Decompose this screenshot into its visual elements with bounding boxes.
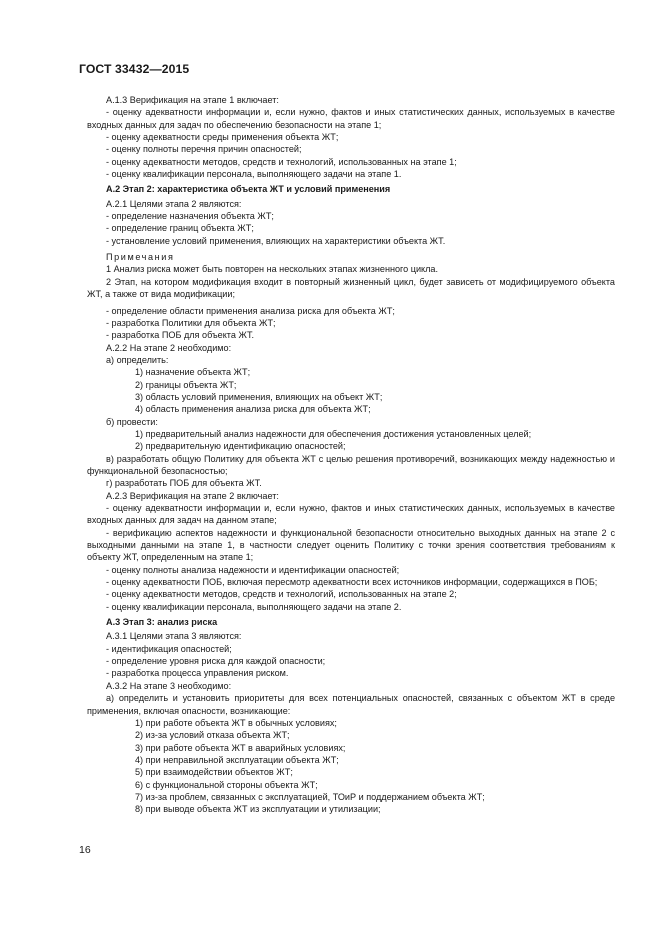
list-item: 7) из-за проблем, связанных с эксплуатацией, ТОиР и поддержанием объекта ЖТ; xyxy=(135,791,485,802)
paragraph: - разработка Политики для объекта ЖТ; xyxy=(106,317,276,328)
list-item: 1) предварительный анализ надежности для обеспечения достижения установленных целей; xyxy=(135,428,532,439)
list-item: 3) при работе объекта ЖТ в аварийных условиях; xyxy=(135,742,346,753)
paragraph: - оценку квалификации персонала, выполняющего задачи на этапе 1. xyxy=(106,169,402,180)
section-heading: А.2 Этап 2: характеристика объекта ЖТ и условий применения xyxy=(106,184,391,195)
list-item: а) определить и установить приоритеты для всех потенциальных опасностей, связанных с объектом ЖТ в среде применения, включая опасности, возникающие: xyxy=(87,693,615,716)
paragraph: - разработка ПОБ для объекта ЖТ. xyxy=(106,330,255,341)
list-item: 5) при взаимодействии объектов ЖТ; xyxy=(135,767,293,778)
paragraph: А.2.2 На этапе 2 необходимо: xyxy=(106,342,232,353)
list-item: 2) из-за условий отказа объекта ЖТ; xyxy=(135,730,290,741)
paragraph: - оценку адекватности среды применения объекта ЖТ; xyxy=(106,132,339,143)
paragraph: - идентификация опасностей; xyxy=(106,643,232,654)
paragraph: - оценку полноты анализа надежности и идентификации опасностей; xyxy=(106,564,400,575)
paragraph: - разработка процесса управления риском. xyxy=(106,668,289,679)
list-item: а) определить: xyxy=(106,354,169,365)
list-item: 6) с функциональной стороны объекта ЖТ; xyxy=(135,779,318,790)
page-body xyxy=(87,94,615,816)
paragraph: - определение границ объекта ЖТ; xyxy=(106,223,254,234)
list-item: 4) при неправильной эксплуатации объекта ЖТ; xyxy=(135,754,339,765)
notes-heading: Примечания xyxy=(106,252,175,263)
paragraph: - оценку адекватности информации и, если нужно, фактов и иных статистических данных, используемых в качестве входных данных для задач на данном этапе; xyxy=(87,503,615,526)
paragraph: А.3.2 На этапе 3 необходимо: xyxy=(106,680,232,691)
paragraph: - оценку адекватности методов, средств и технологий, использованных на этапе 1; xyxy=(106,156,457,167)
paragraph: А.1.3 Верификация на этапе 1 включает: xyxy=(106,95,279,105)
note: 2 Этап, на котором модификация входит в повторный жизненный цикл, будет зависеть от модифицируемого объекта ЖТ, а также от вида модификации; xyxy=(87,276,615,300)
paragraph: - установление условий применения, влияющих на характеристики объекта ЖТ. xyxy=(106,235,446,246)
paragraph: - определение уровня риска для каждой опасности; xyxy=(106,656,326,667)
list-item: 1) при работе объекта ЖТ в обычных условиях; xyxy=(135,717,337,728)
note: 1 Анализ риска может быть повторен на нескольких этапах жизненного цикла. xyxy=(106,264,439,275)
paragraph: - оценку квалификации персонала, выполняющего задачи на этапе 2. xyxy=(106,601,402,612)
paragraph: А.3.1 Целями этапа 3 являются: xyxy=(106,631,242,642)
list-item: г) разработать ПОБ для объекта ЖТ. xyxy=(106,478,262,489)
paragraph: А.2.1 Целями этапа 2 являются: xyxy=(106,198,242,209)
list-item: 3) область условий применения, влияющих на объект ЖТ; xyxy=(135,391,383,402)
paragraph: - оценку адекватности информации и, если нужно, фактов и иных статистических данных, используемых в качестве входных данных для задач по обеспечению безопасности на этапе 1; xyxy=(87,107,615,130)
paragraph: - определение назначения объекта ЖТ; xyxy=(106,211,274,222)
paragraph: - оценку полноты перечня причин опасностей; xyxy=(106,144,302,155)
list-item: 1) назначение объекта ЖТ; xyxy=(135,367,251,378)
document-code: ГОСТ 33432—2015 xyxy=(79,62,190,76)
paragraph: - верификацию аспектов надежности и функциональной безопасности относительно выходных данных на этапе 2 с выходными данными на этапе 1, в частности следует оценить Политику с точки зрения соответствия требованиям к объекту ЖТ, определенным на этапе 1; xyxy=(87,527,615,563)
page-number: 16 xyxy=(79,844,91,856)
paragraph: - определение области применения анализа риска для объекта ЖТ; xyxy=(106,305,395,316)
paragraph: - оценку адекватности ПОБ, включая пересмотр адекватности всех источников информации, содержащихся в ПОБ; xyxy=(106,577,598,588)
list-item: в) разработать общую Политику для объекта ЖТ с целью решения противоречий, возникающих между надежностью и функциональной безопасностью; xyxy=(87,453,615,476)
section-heading: А.3 Этап 3: анализ риска xyxy=(106,617,218,628)
list-item: 2) границы объекта ЖТ; xyxy=(135,379,237,390)
list-item: 4) область применения анализа риска для объекта ЖТ; xyxy=(135,404,371,415)
paragraph: А.2.3 Верификация на этапе 2 включает: xyxy=(106,490,279,501)
paragraph: - оценку адекватности методов, средств и технологий, использованных на этапе 2; xyxy=(106,589,457,600)
list-item: 2) предварительную идентификацию опасностей; xyxy=(135,441,346,452)
list-item: б) провести: xyxy=(106,416,158,427)
list-item: 8) при выводе объекта ЖТ из эксплуатации и утилизации; xyxy=(135,804,381,815)
